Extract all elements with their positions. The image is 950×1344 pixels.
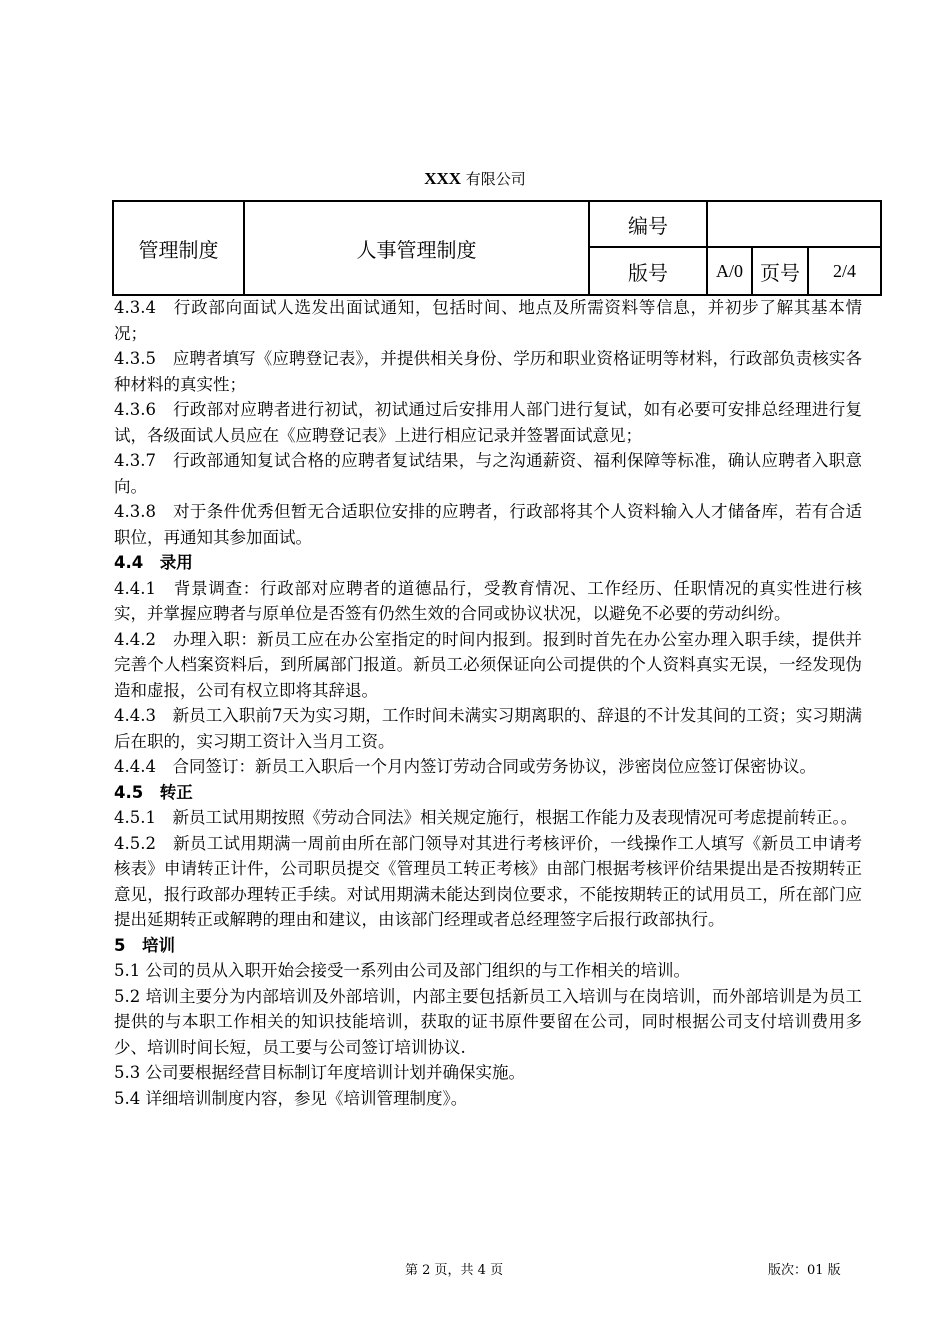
paragraph: 4.3.4 行政部向面试人选发出面试通知，包括时间、地点及所需资料等信息，并初步了解其基本情况；	[114, 298, 862, 343]
paragraph: 4.3.6 行政部对应聘者进行初试，初试通过后安排用人部门进行复试，如有必要可安排总经理进行复试，各级面试人员应在《应聘登记表》上进行相应记录并签署面试意见；	[114, 400, 862, 445]
paragraph: 4.3.7 行政部通知复试合格的应聘者复试结果，与之沟通薪资、福利保障等标准，确认应聘者入职意向。	[114, 451, 862, 496]
company-prefix: XXX	[424, 169, 462, 188]
paragraph: 4.5.2 新员工试用期满一周前由所在部门领导对其进行考核评价，一线操作工人填写《新员工申请考核表》申请转正计件，公司职员提交《管理员工转正考核》由部门根据考核评价结果提出是否按期转正意见，报行政部办理转正手续。对试用期满未能达到岗位要求，不能按期转正的试用员工，所在部门应提出延期转正或解聘的理由和建议，由该部门经理或者总经理签字后报行政部执行。	[114, 833, 862, 929]
company-name	[0, 168, 950, 189]
version-value: A/0	[707, 247, 752, 295]
paragraph: 4.3.8 对于条件优秀但暂无合适职位安排的应聘者，行政部将其个人资料输入人才储备库，若有合适职位，再通知其参加面试。	[114, 502, 862, 547]
number-value	[707, 201, 881, 247]
version-label: 版号	[589, 247, 707, 295]
document-body	[114, 295, 862, 1111]
paragraph: 4.3.5 应聘者填写《应聘登记表》，并提供相关身份、学历和职业资格证明等材料，行政部负责核实各种材料的真实性；	[114, 349, 862, 394]
section-heading: 4.5 转正	[114, 782, 193, 802]
paragraph: 5.1 公司的员从入职开始会接受一系列由公司及部门组织的与工作相关的培训。	[114, 961, 690, 980]
paragraph: 5.2 培训主要分为内部培训及外部培训，内部主要包括新员工入培训与在岗培训，而外部培训是为员工提供的与本职工作相关的知识技能培训，获取的证书原件要留在公司，同时根据公司支付培训费用多少、培训时间长短，员工要与公司签订培训协议.	[114, 986, 862, 1057]
number-label: 编号	[589, 201, 707, 247]
section-heading: 5 培训	[114, 935, 175, 955]
document-header-table	[112, 200, 882, 296]
page-label: 页号	[752, 247, 808, 295]
paragraph: 4.4.1 背景调查：行政部对应聘者的道德品行，受教育情况、工作经历、任职情况的真实性进行核实，并掌握应聘者与原单位是否签有仍然生效的合同或协议状况，以避免不必要的劳动纠纷。	[114, 578, 862, 623]
paragraph: 4.4.4 合同签订：新员工入职后一个月内签订劳动合同或劳务协议，涉密岗位应签订保密协议。	[114, 757, 816, 776]
footer-version: 版次：01 版	[768, 1263, 841, 1278]
category-cell: 管理制度	[113, 201, 244, 295]
company-suffix: 有限公司	[461, 170, 526, 188]
section-heading: 4.4 录用	[114, 553, 193, 572]
document-title: 人事管理制度	[244, 201, 589, 295]
footer-page-number: 第 2 页，共 4 页	[405, 1263, 504, 1278]
paragraph: 4.4.2 办理入职：新员工应在办公室指定的时间内报到。报到时首先在办公室办理入职手续，提供并完善个人档案资料后，到所属部门报道。新员工必须保证向公司提供的个人资料真实无误，一经发现伪造和虚报，公司有权立即将其辞退。	[114, 629, 862, 700]
paragraph: 5.3 公司要根据经营目标制订年度培训计划并确保实施。	[114, 1063, 525, 1082]
paragraph: 4.4.3 新员工入职前7天为实习期，工作时间未满实习期离职的、辞退的不计发其间的工资；实习期满后在职的，实习期工资计入当月工资。	[114, 706, 862, 751]
paragraph: 4.5.1 新员工试用期按照《劳动合同法》相关规定施行，根据工作能力及表现情况可考虑提前转正。。	[114, 808, 858, 827]
page-value: 2/4	[808, 247, 881, 295]
paragraph: 5.4 详细培训制度内容，参见《培训管理制度》。	[114, 1088, 468, 1108]
